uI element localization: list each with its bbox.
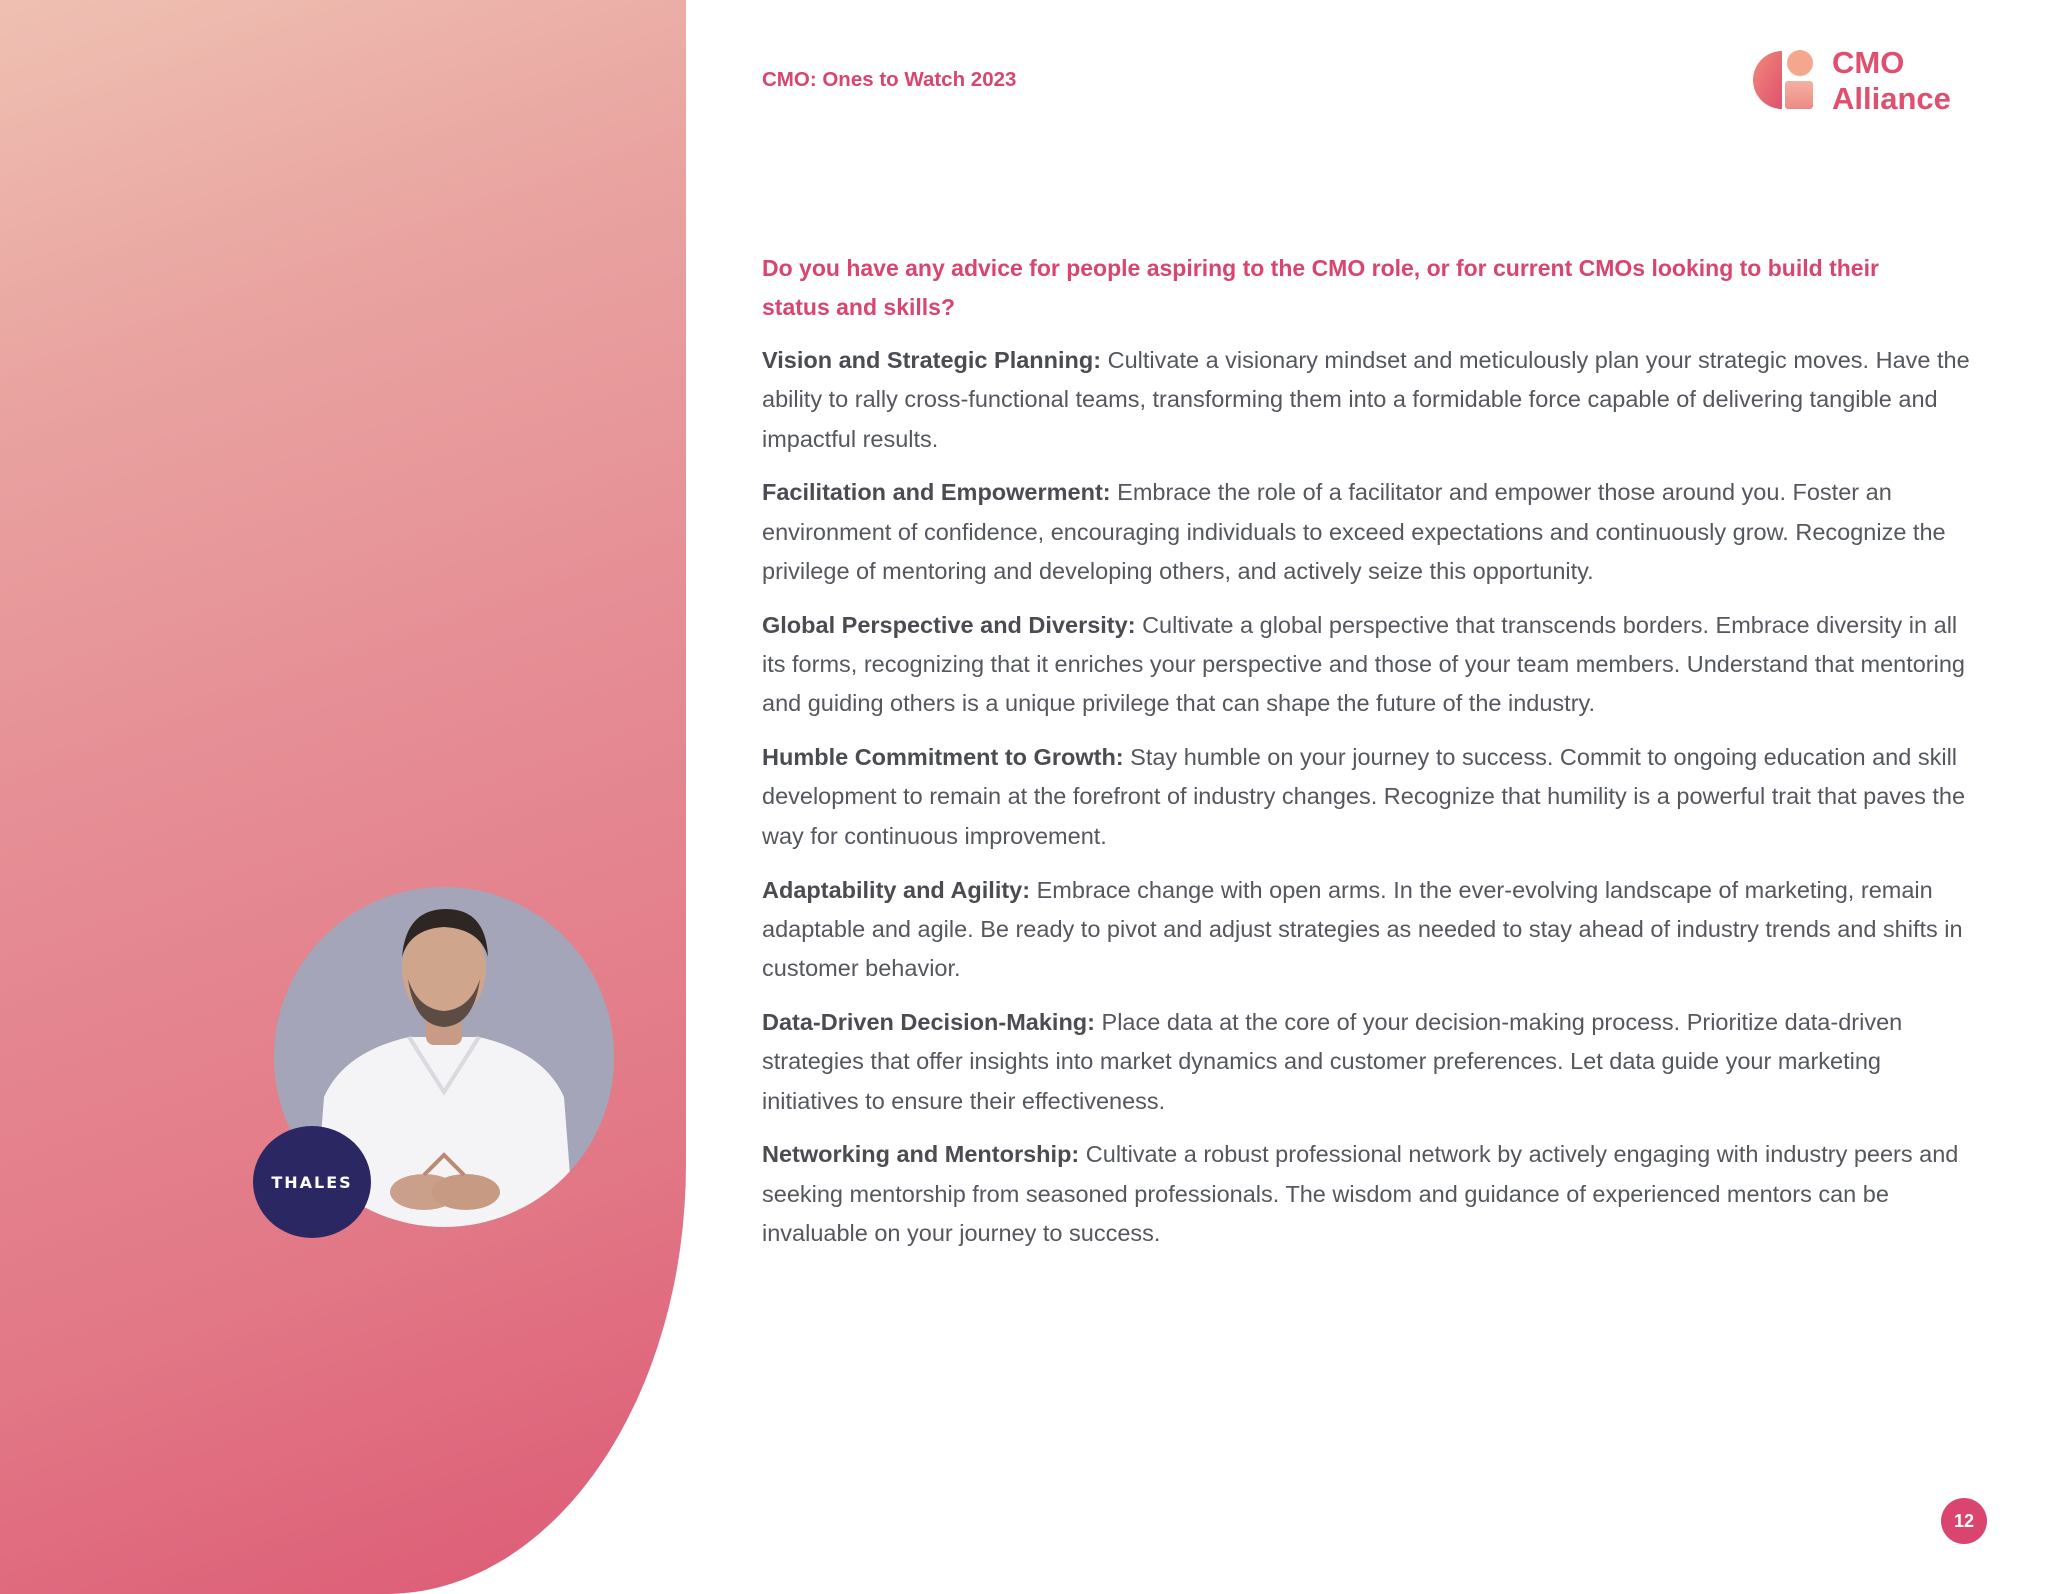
advice-paragraph-global-perspective bbox=[762, 606, 1972, 724]
company-logo-badge bbox=[253, 1126, 371, 1238]
advice-paragraph-adaptability bbox=[762, 871, 1972, 989]
page-number-badge: 12 bbox=[1941, 1498, 1987, 1544]
advice-term: Humble Commitment to Growth: bbox=[762, 744, 1124, 771]
advice-paragraph-vision bbox=[762, 341, 1972, 459]
advice-text: Cultivate a global perspective that transcends borders. Embrace diversity in all its forms, recognizing that it enriches your perspective and those of your team members. Understand that mentoring and guiding others is a unique privilege that can shape the future of the industry. bbox=[762, 611, 1965, 717]
advice-term: Facilitation and Empowerment: bbox=[762, 479, 1111, 506]
advice-paragraph-data-driven bbox=[762, 1003, 1972, 1121]
brand-logo bbox=[1752, 45, 1951, 117]
advice-term: Networking and Mentorship: bbox=[762, 1141, 1080, 1168]
advice-term: Adaptability and Agility: bbox=[762, 876, 1031, 903]
cmo-alliance-logo-icon bbox=[1752, 45, 1822, 117]
publication-label: CMO: Ones to Watch 2023 bbox=[762, 68, 1017, 91]
article-body bbox=[762, 249, 1972, 1268]
profile-panel bbox=[0, 0, 686, 1594]
brand-name-line-1: CMO bbox=[1832, 45, 1905, 80]
advice-text: Embrace change with open arms. In the ever-evolving landscape of marketing, remain adaptable and agile. Be ready to pivot and adjust strategies as needed to stay ahead of industry trends and shifts in customer behavior. bbox=[762, 876, 1963, 982]
advice-text: Cultivate a visionary mindset and meticulously plan your strategic moves. Have the ability to rally cross-functional teams, transforming them into a formidable force capable of delivering tangible and impactful results. bbox=[762, 347, 1970, 452]
advice-term: Global Perspective and Diversity: bbox=[762, 611, 1136, 638]
brand-name bbox=[1832, 45, 1951, 117]
advice-text: Cultivate a robust professional network by actively engaging with industry peers and seeking mentorship from seasoned professionals. The wisdom and guidance of experienced mentors can be invaluable on your journey to success. bbox=[762, 1141, 1959, 1246]
interview-question: Do you have any advice for people aspiring to the CMO role, or for current CMOs looking to build their status and skills? bbox=[762, 255, 1879, 320]
company-logo-text: THALES bbox=[271, 1172, 353, 1192]
advice-paragraph-facilitation bbox=[762, 473, 1972, 591]
advice-paragraph-networking bbox=[762, 1135, 1972, 1253]
brand-name-line-2: Alliance bbox=[1832, 81, 1951, 116]
advice-paragraph-humble-commitment bbox=[762, 738, 1972, 856]
advice-text: Place data at the core of your decision-making process. Prioritize data-driven strategies that offer insights into market dynamics and customer preferences. Let data guide your marketing initiatives to ensure their effectiveness. bbox=[762, 1008, 1903, 1114]
advice-text: Embrace the role of a facilitator and empower those around you. Foster an environment of confidence, encouraging individuals to exceed expectations and continuously grow. Recognize the privilege of mentoring and developing others, and actively seize this opportunity. bbox=[762, 479, 1946, 584]
advice-term: Data-Driven Decision-Making: bbox=[762, 1008, 1095, 1035]
advice-text: Stay humble on your journey to success. Commit to ongoing education and skill development to remain at the forefront of industry changes. Recognize that humility is a powerful trait that paves the way for continuous improvement. bbox=[762, 744, 1966, 849]
advice-term: Vision and Strategic Planning: bbox=[762, 347, 1102, 373]
